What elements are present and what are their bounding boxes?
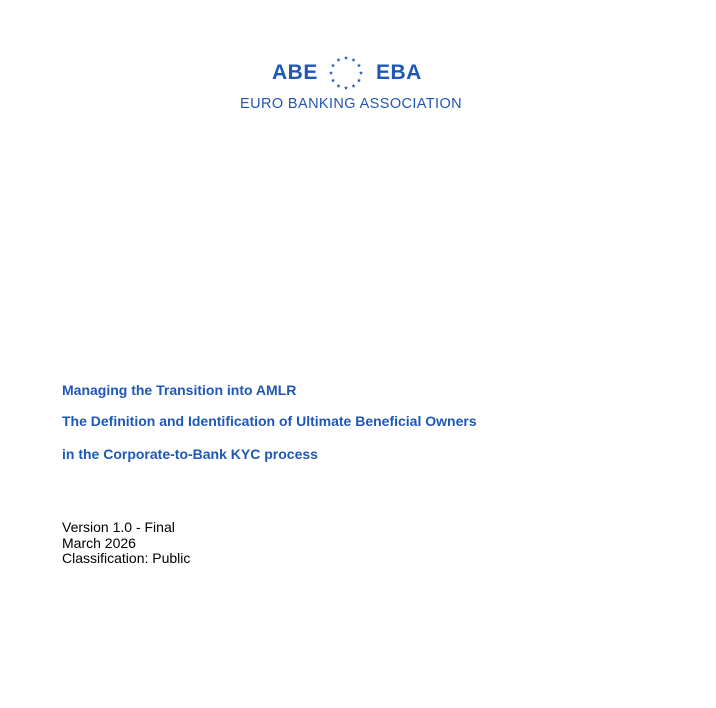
- document-title-line-1: Managing the Transition into AMLR: [62, 382, 297, 398]
- document-meta: [62, 520, 190, 567]
- star-mark: [336, 84, 340, 88]
- star-mark: [351, 84, 355, 88]
- document-title-line-3: in the Corporate-to-Bank KYC process: [62, 446, 318, 462]
- date-text: March 2026: [62, 534, 136, 551]
- logo-eba-text: EBA: [376, 61, 422, 84]
- star-mark: [336, 58, 340, 62]
- star-mark: [357, 63, 361, 67]
- classification-text: Classification: Public: [62, 550, 191, 566]
- version-text: Version 1.0 - Final: [62, 519, 175, 535]
- star-mark: [331, 63, 335, 67]
- star-mark: [331, 78, 335, 82]
- star-mark: [357, 78, 361, 82]
- eu-stars-icon: [326, 53, 366, 93]
- star-mark: [344, 86, 348, 90]
- logo-mark: [272, 53, 426, 93]
- star-mark: [344, 56, 348, 60]
- star-mark: [329, 71, 333, 75]
- star-mark: [351, 58, 355, 62]
- document-title-line-2: The Definition and Identification of Ultimate Beneficial Owners: [62, 413, 477, 429]
- logo-subtitle: EURO BANKING ASSOCIATION: [240, 96, 463, 112]
- star-mark: [359, 71, 363, 75]
- logo-abe-text: ABE: [272, 61, 318, 84]
- header-logo: [0, 0, 716, 120]
